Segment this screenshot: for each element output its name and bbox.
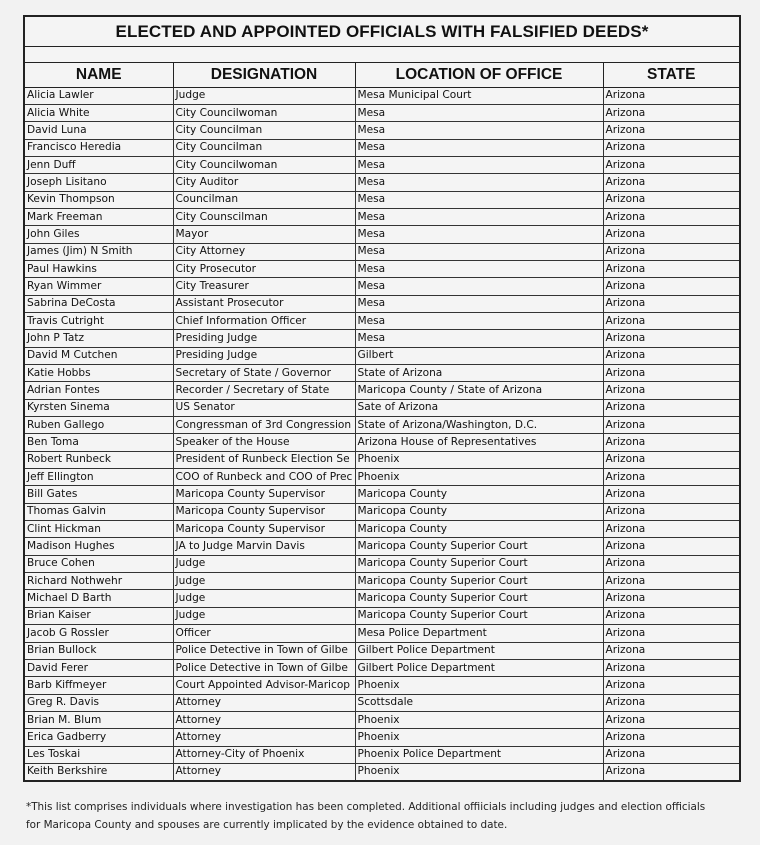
cell-designation: Secretary of State / Governor [173,365,355,382]
cell-name: Brian Bullock [25,642,173,659]
table-row [25,139,739,156]
table-row [25,642,739,659]
cell-state: Arizona [603,208,739,225]
cell-state: Arizona [603,382,739,399]
cell-name: Joseph Lisitano [25,174,173,191]
cell-designation: Maricopa County Supervisor [173,503,355,520]
table-row [25,451,739,468]
cell-designation: City Attorney [173,243,355,260]
table-row [25,486,739,503]
table-row [25,226,739,243]
cell-designation: City Counscilman [173,208,355,225]
cell-name: Katie Hobbs [25,365,173,382]
cell-designation: Speaker of the House [173,434,355,451]
cell-designation: Attorney [173,711,355,728]
cell-state: Arizona [603,486,739,503]
cell-name: Greg R. Davis [25,694,173,711]
table-row [25,347,739,364]
cell-name: James (Jim) N Smith [25,243,173,260]
cell-designation: Maricopa County Supervisor [173,486,355,503]
cell-location: Gilbert Police Department [355,642,603,659]
cell-designation: City Auditor [173,174,355,191]
cell-location: Scottsdale [355,694,603,711]
cell-state: Arizona [603,156,739,173]
cell-state: Arizona [603,659,739,676]
blank-row [25,47,739,63]
cell-name: Alicia White [25,104,173,121]
table-row [25,365,739,382]
cell-designation: Police Detective in Town of Gilbe [173,642,355,659]
table-row [25,208,739,225]
table-row [25,295,739,312]
table-row [25,746,739,763]
footnote-line: *This list comprises individuals where investigation has been completed. Additional offiicials including judges and election officials [26,801,706,813]
cell-state: Arizona [603,538,739,555]
cell-name: David Ferer [25,659,173,676]
cell-name: Sabrina DeCosta [25,295,173,312]
cell-designation: Attorney [173,694,355,711]
cell-name: Jacob G Rossler [25,625,173,642]
cell-name: Jeff Ellington [25,469,173,486]
cell-designation: Police Detective in Town of Gilbe [173,659,355,676]
table-row [25,174,739,191]
cell-location: Mesa [355,330,603,347]
cell-designation: City Councilwoman [173,156,355,173]
cell-location: Phoenix [355,451,603,468]
cell-name: Alicia Lawler [25,87,173,104]
cell-state: Arizona [603,87,739,104]
cell-state: Arizona [603,590,739,607]
cell-designation: Attorney [173,763,355,780]
cell-designation: Chief Information Officer [173,312,355,329]
cell-name: Bill Gates [25,486,173,503]
cell-location: Mesa [355,191,603,208]
cell-name: Michael D Barth [25,590,173,607]
cell-name: Clint Hickman [25,521,173,538]
table-body [25,87,739,781]
cell-designation: Court Appointed Advisor-Maricop [173,677,355,694]
cell-state: Arizona [603,278,739,295]
cell-name: Travis Cutright [25,312,173,329]
cell-state: Arizona [603,763,739,780]
cell-name: Brian Kaiser [25,607,173,624]
table-row [25,711,739,728]
cell-location: Maricopa County Superior Court [355,607,603,624]
cell-state: Arizona [603,191,739,208]
cell-designation: Presiding Judge [173,347,355,364]
cell-location: Phoenix [355,469,603,486]
cell-designation: Councilman [173,191,355,208]
cell-name: Keith Berkshire [25,763,173,780]
cell-state: Arizona [603,503,739,520]
cell-state: Arizona [603,746,739,763]
cell-designation: Judge [173,573,355,590]
cell-name: Ben Toma [25,434,173,451]
cell-state: Arizona [603,174,739,191]
cell-designation: Assistant Prosecutor [173,295,355,312]
column-header-state: STATE [603,63,739,87]
cell-name: Jenn Duff [25,156,173,173]
cell-name: Richard Nothwehr [25,573,173,590]
cell-designation: Mayor [173,226,355,243]
cell-location: Phoenix [355,763,603,780]
cell-location: Phoenix Police Department [355,746,603,763]
cell-state: Arizona [603,469,739,486]
cell-designation: Judge [173,590,355,607]
cell-location: Maricopa County Superior Court [355,573,603,590]
cell-state: Arizona [603,260,739,277]
cell-location: Mesa [355,278,603,295]
cell-designation: Judge [173,87,355,104]
cell-designation: City Councilman [173,122,355,139]
cell-name: Brian M. Blum [25,711,173,728]
cell-state: Arizona [603,607,739,624]
cell-location: Mesa [355,295,603,312]
table-row [25,104,739,121]
table-row [25,243,739,260]
cell-location: Maricopa County Superior Court [355,590,603,607]
cell-location: Mesa [355,139,603,156]
table-row [25,763,739,780]
table-row [25,399,739,416]
cell-name: John Giles [25,226,173,243]
cell-location: Mesa Police Department [355,625,603,642]
cell-state: Arizona [603,711,739,728]
cell-state: Arizona [603,677,739,694]
table-row [25,590,739,607]
cell-state: Arizona [603,573,739,590]
table-row [25,538,739,555]
cell-location: Mesa [355,156,603,173]
cell-state: Arizona [603,451,739,468]
cell-name: John P Tatz [25,330,173,347]
cell-state: Arizona [603,243,739,260]
cell-state: Arizona [603,729,739,746]
cell-location: Mesa [355,312,603,329]
cell-designation: Presiding Judge [173,330,355,347]
cell-name: David Luna [25,122,173,139]
cell-location: Mesa [355,208,603,225]
cell-state: Arizona [603,312,739,329]
table-row [25,191,739,208]
cell-state: Arizona [603,625,739,642]
cell-designation: COO of Runbeck and COO of Prec [173,469,355,486]
table-row [25,607,739,624]
cell-state: Arizona [603,347,739,364]
cell-name: Thomas Galvin [25,503,173,520]
table-row [25,694,739,711]
cell-designation: Attorney-City of Phoenix [173,746,355,763]
cell-state: Arizona [603,226,739,243]
cell-location: Mesa [355,243,603,260]
column-header-designation: DESIGNATION [173,63,355,87]
cell-location: Mesa [355,226,603,243]
cell-designation: Attorney [173,729,355,746]
table-row [25,521,739,538]
table-row [25,503,739,520]
cell-location: Mesa Municipal Court [355,87,603,104]
cell-designation: President of Runbeck Election Se [173,451,355,468]
cell-state: Arizona [603,365,739,382]
cell-location: Gilbert [355,347,603,364]
cell-name: David M Cutchen [25,347,173,364]
table-row [25,555,739,572]
cell-location: State of Arizona [355,365,603,382]
cell-state: Arizona [603,122,739,139]
footnote [26,798,742,834]
cell-designation: Congressman of 3rd Congression [173,417,355,434]
cell-state: Arizona [603,139,739,156]
cell-state: Arizona [603,694,739,711]
cell-designation: Judge [173,555,355,572]
cell-name: Paul Hawkins [25,260,173,277]
cell-name: Kevin Thompson [25,191,173,208]
cell-state: Arizona [603,295,739,312]
table-row [25,87,739,104]
cell-location: Phoenix [355,677,603,694]
cell-designation: City Prosecutor [173,260,355,277]
cell-name: Kyrsten Sinema [25,399,173,416]
table-row [25,729,739,746]
table-row [25,469,739,486]
footnote-line: for Maricopa County and spouses are currently implicated by the evidence obtained to date. [26,819,508,831]
column-header-name: NAME [25,63,173,87]
table-row [25,659,739,676]
cell-state: Arizona [603,521,739,538]
cell-location: Mesa [355,104,603,121]
officials-sheet [23,15,741,782]
cell-designation: City Councilman [173,139,355,156]
cell-state: Arizona [603,399,739,416]
table-row [25,573,739,590]
table-row [25,156,739,173]
cell-state: Arizona [603,555,739,572]
table-row [25,330,739,347]
table-row [25,260,739,277]
cell-designation: US Senator [173,399,355,416]
cell-location: Gilbert Police Department [355,659,603,676]
document-title: ELECTED AND APPOINTED OFFICIALS WITH FALSIFIED DEEDS* [25,17,739,47]
cell-location: Maricopa County [355,486,603,503]
cell-location: State of Arizona/Washington, D.C. [355,417,603,434]
cell-location: Mesa [355,174,603,191]
cell-name: Francisco Heredia [25,139,173,156]
table-row [25,122,739,139]
table-row [25,312,739,329]
table-row [25,417,739,434]
table-header-row [25,63,739,87]
cell-designation: City Treasurer [173,278,355,295]
cell-designation: JA to Judge Marvin Davis [173,538,355,555]
cell-name: Robert Runbeck [25,451,173,468]
cell-state: Arizona [603,330,739,347]
table-row [25,278,739,295]
cell-state: Arizona [603,104,739,121]
cell-designation: Maricopa County Supervisor [173,521,355,538]
cell-location: Sate of Arizona [355,399,603,416]
cell-designation: Judge [173,607,355,624]
cell-name: Barb Kiffmeyer [25,677,173,694]
cell-location: Arizona House of Representatives [355,434,603,451]
cell-designation: Recorder / Secretary of State [173,382,355,399]
cell-location: Maricopa County [355,521,603,538]
table-row [25,677,739,694]
cell-location: Phoenix [355,729,603,746]
table-row [25,382,739,399]
cell-name: Adrian Fontes [25,382,173,399]
table-row [25,434,739,451]
cell-name: Mark Freeman [25,208,173,225]
cell-location: Maricopa County Superior Court [355,555,603,572]
column-header-location: LOCATION OF OFFICE [355,63,603,87]
cell-location: Maricopa County Superior Court [355,538,603,555]
table-row [25,625,739,642]
officials-table [25,63,739,782]
cell-state: Arizona [603,434,739,451]
cell-location: Phoenix [355,711,603,728]
cell-designation: City Councilwoman [173,104,355,121]
cell-state: Arizona [603,417,739,434]
cell-location: Mesa [355,260,603,277]
cell-name: Ruben Gallego [25,417,173,434]
cell-name: Ryan Wimmer [25,278,173,295]
cell-state: Arizona [603,642,739,659]
cell-location: Maricopa County [355,503,603,520]
cell-name: Madison Hughes [25,538,173,555]
cell-location: Mesa [355,122,603,139]
cell-designation: Officer [173,625,355,642]
cell-name: Les Toskai [25,746,173,763]
cell-name: Bruce Cohen [25,555,173,572]
cell-location: Maricopa County / State of Arizona [355,382,603,399]
cell-name: Erica Gadberry [25,729,173,746]
